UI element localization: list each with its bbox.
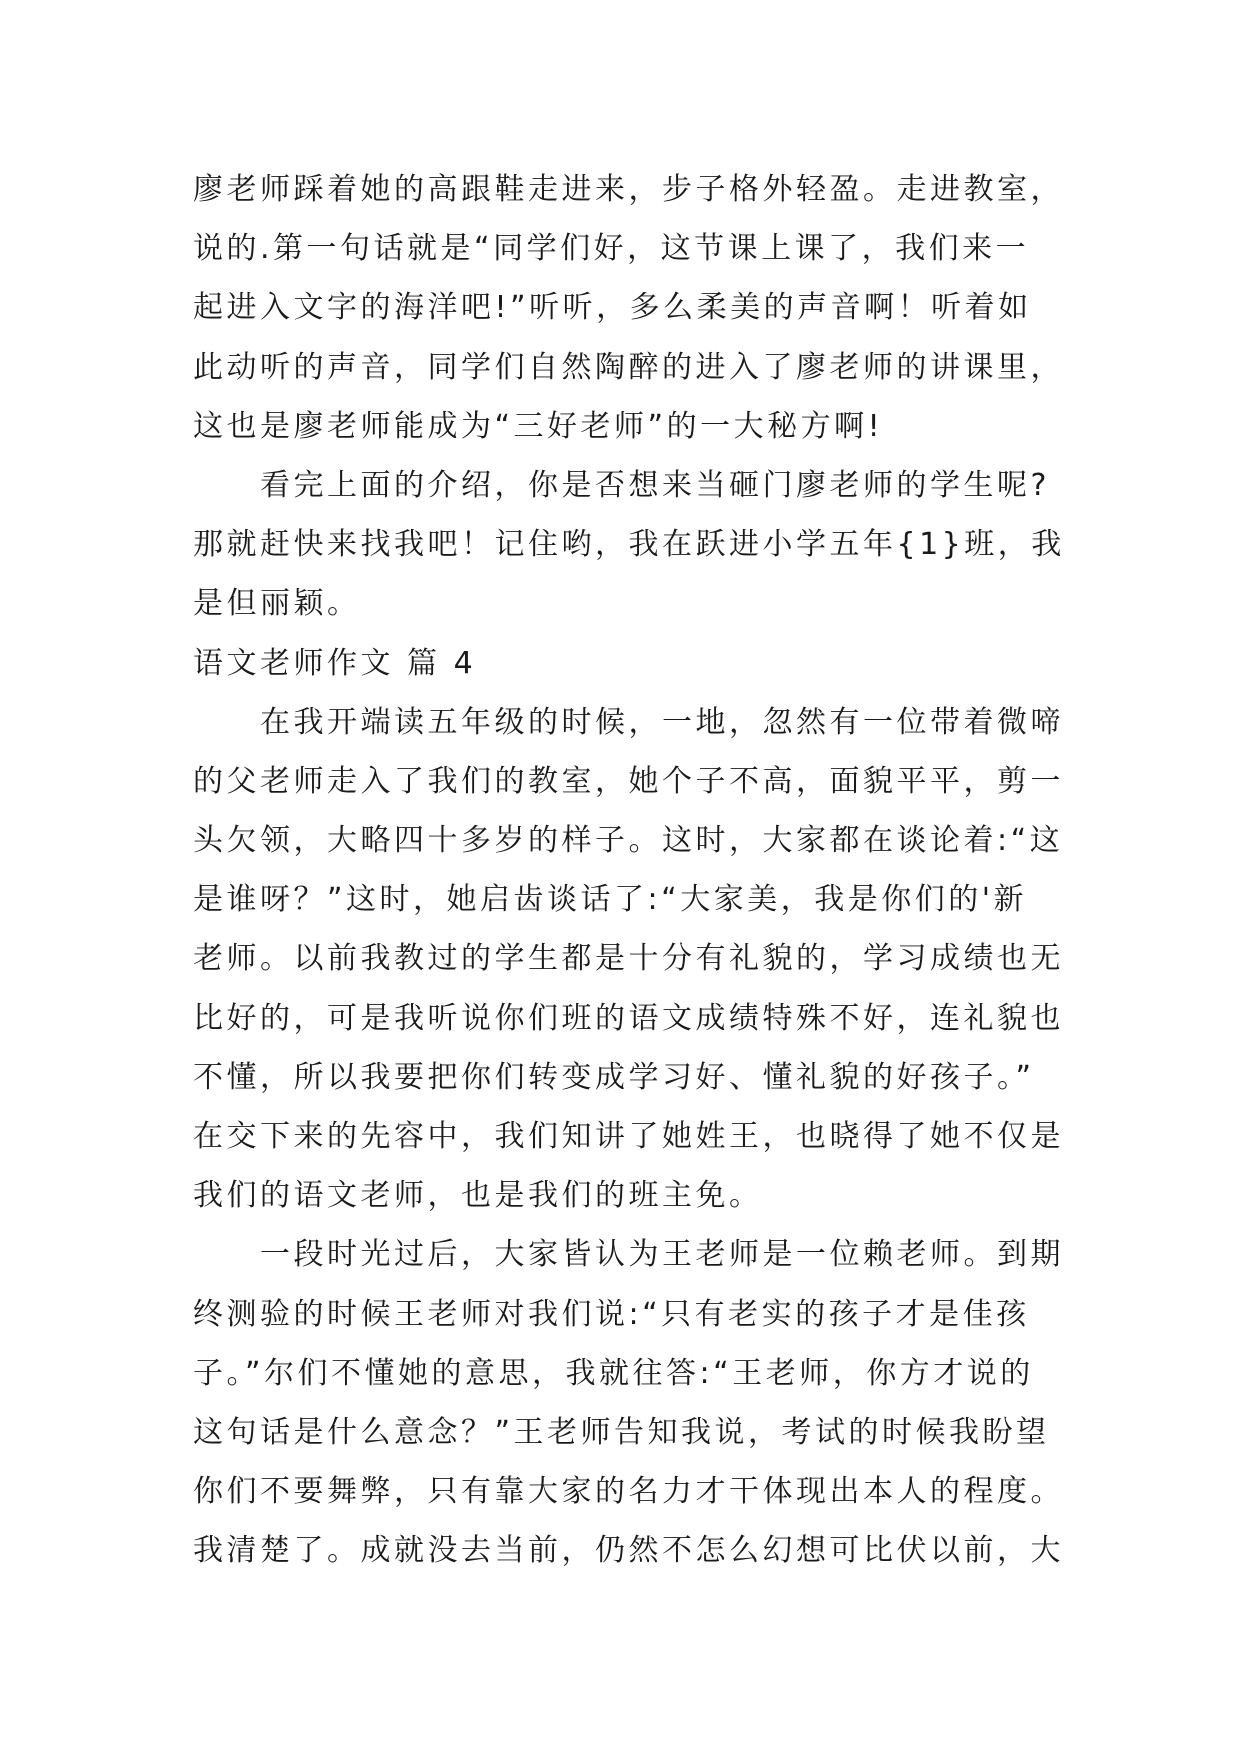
heading-text: 语文老师作文 篇 4 [193,645,477,681]
text-line: 此动听的声音，同学们自然陶醉的进入了廖老师的讲课里， [193,349,1064,385]
text-line: 廖老师踩着她的高跟鞋走进来，步子格外轻盈。走进教室， [193,172,1064,207]
paragraph [193,1225,1073,1580]
text-line: 比好的，可是我听说你们班的语文成绩特殊不好，连礼貌也 [193,1000,1064,1036]
text-line: 不懂，所以我要把你们转变成学习好、懂礼貌的好孩子。” [193,1059,1035,1095]
section-heading [193,634,1073,693]
text-line: 一段时光过后，大家皆认为王老师是一位赖老师。到期 [260,1237,1064,1273]
text-line: 我清楚了。成就没去当前，仍然不怎么幻想可比伏以前，大 [193,1533,1064,1569]
text-line: 我们的语文老师，也是我们的班主免。 [193,1178,763,1214]
text-line: 起进入文字的海洋吧!”听听，多么柔美的声音啊！听着如 [193,290,1032,326]
text-line: 这句话是什么意念？”王老师告知我说，考试的时候我盼望 [193,1414,1050,1450]
text-line: 你们不要舞弊，只有靠大家的名力才干体现出本人的程度。 [193,1474,1064,1510]
document-body [193,160,1073,1581]
text-line: 是但丽颖。 [193,586,361,622]
text-line: 那就赶快来找我吧！记住哟，我在跃进小学五年{1}班，我 [193,527,1065,563]
paragraph [193,160,1073,456]
text-line: 看完上面的介绍，你是否想来当砸门廖老师的学生呢? [260,467,1050,503]
text-line: 老师。以前我教过的学生都是十分有礼貌的，学习成绩也无 [193,941,1064,977]
text-line: 终测验的时候王老师对我们说:“只有老实的孩子才是佳孩 [193,1296,1030,1332]
text-line: 子。”尔们不懂她的意思，我就往答:“王老师，你方才说的 [193,1355,1034,1391]
paragraph [193,456,1073,634]
text-line: 说的.第一句话就是“同学们好，这节课上课了，我们来一 [193,231,1030,267]
text-line: 是谁呀？”这时，她启齿谈话了:“大家美，我是你们的'新 [193,882,1027,918]
text-line: 在我开端读五年级的时候，一地，忽然有一位带着微啼 [260,704,1064,740]
text-line: 的父老师走入了我们的教室，她个子不高，面貌平平，剪一 [193,763,1064,799]
paragraph [193,693,1073,1226]
text-line: 这也是廖老师能成为“三好老师”的一大秘方啊! [193,408,884,444]
text-line: 在交下来的先容中，我们知讲了她姓王，也晓得了她不仅是 [193,1119,1064,1154]
text-line: 头欠领，大略四十多岁的样子。这时，大家都在谈论着:“这 [193,823,1064,859]
